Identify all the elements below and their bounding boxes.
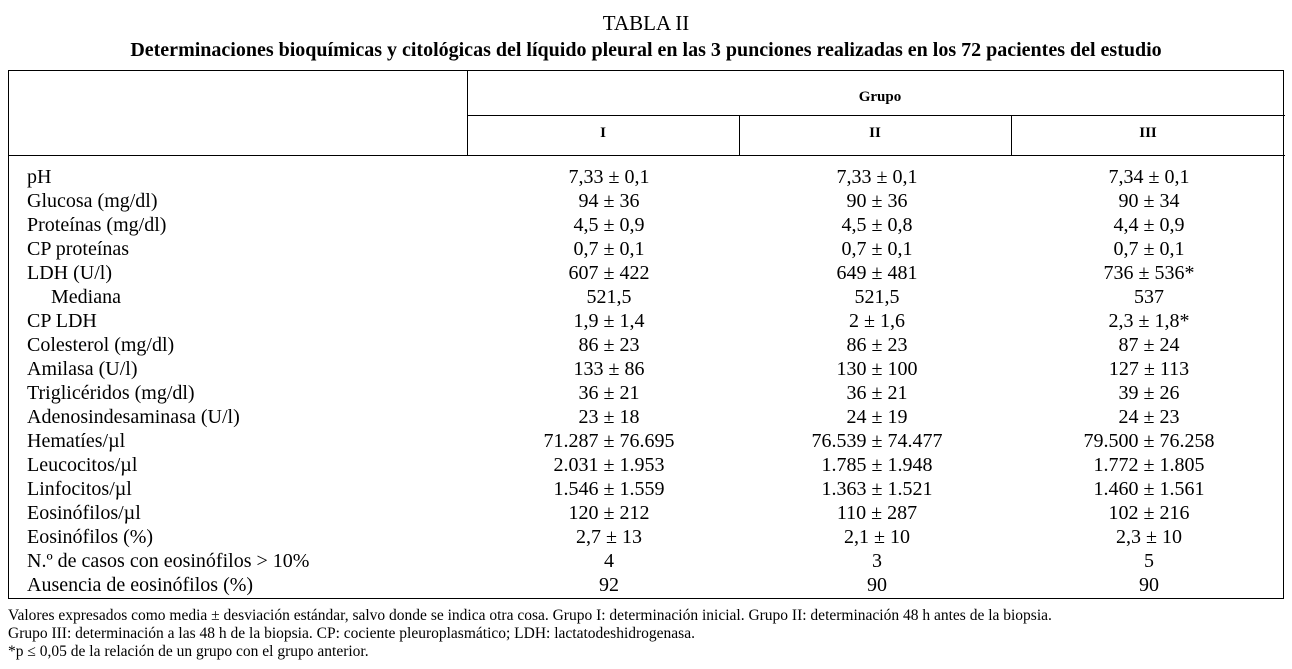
group-divider-line bbox=[467, 115, 1285, 116]
cell-group-3: 2,3 ± 1,8* bbox=[1108, 310, 1190, 332]
cell-group-1: 7,33 ± 0,1 bbox=[568, 166, 650, 188]
table-row bbox=[9, 357, 1285, 381]
row-label: Ausencia de eosinófilos (%) bbox=[27, 574, 254, 596]
cell-group-1: 4 bbox=[604, 550, 614, 572]
table-footnotes bbox=[8, 607, 1288, 661]
table-row bbox=[9, 429, 1285, 453]
table-row bbox=[9, 501, 1285, 525]
cell-group-1: 2,7 ± 13 bbox=[576, 526, 642, 548]
column-header-3: III bbox=[1139, 125, 1157, 141]
cell-group-1: 120 ± 212 bbox=[568, 502, 650, 524]
column-header-1: I bbox=[600, 125, 606, 141]
table-row bbox=[9, 333, 1285, 357]
cell-group-3: 2,3 ± 10 bbox=[1116, 526, 1182, 548]
row-label: Triglicéridos (mg/dl) bbox=[27, 382, 195, 404]
cell-group-2: 649 ± 481 bbox=[836, 262, 918, 284]
cell-group-1: 1,9 ± 1,4 bbox=[573, 310, 645, 332]
cell-group-2: 90 bbox=[867, 574, 887, 596]
cell-group-2: 110 ± 287 bbox=[836, 502, 918, 524]
cell-group-3: 7,34 ± 0,1 bbox=[1108, 166, 1190, 188]
cell-group-2: 24 ± 19 bbox=[846, 406, 908, 428]
table-row bbox=[9, 261, 1285, 285]
row-label: Colesterol (mg/dl) bbox=[27, 334, 175, 356]
table-row bbox=[9, 573, 1285, 597]
table-row bbox=[9, 453, 1285, 477]
row-label: Adenosindesaminasa (U/l) bbox=[27, 406, 240, 428]
table-row bbox=[9, 165, 1285, 189]
cell-group-3: 39 ± 26 bbox=[1118, 382, 1180, 404]
row-label: Eosinófilos/µl bbox=[27, 502, 141, 524]
cell-group-3: 0,7 ± 0,1 bbox=[1113, 238, 1185, 260]
cell-group-2: 521,5 bbox=[854, 286, 900, 308]
row-label: CP proteínas bbox=[27, 238, 130, 260]
cell-group-1: 607 ± 422 bbox=[568, 262, 650, 284]
table-row bbox=[9, 381, 1285, 405]
row-label: pH bbox=[27, 166, 52, 188]
row-label: Amilasa (U/l) bbox=[27, 358, 138, 380]
row-label: Proteínas (mg/dl) bbox=[27, 214, 167, 236]
cell-group-2: 0,7 ± 0,1 bbox=[841, 238, 913, 260]
table-title: TABLA II bbox=[602, 11, 690, 35]
table-row bbox=[9, 525, 1285, 549]
cell-group-1: 92 bbox=[599, 574, 619, 596]
row-label: Eosinófilos (%) bbox=[27, 526, 154, 548]
table-row bbox=[9, 309, 1285, 333]
row-label: Mediana bbox=[51, 286, 121, 308]
cell-group-3: 1.460 ± 1.561 bbox=[1093, 478, 1205, 500]
row-label: N.º de casos con eosinófilos > 10% bbox=[27, 550, 310, 572]
row-label: CP LDH bbox=[27, 310, 97, 332]
cell-group-2: 76.539 ± 74.477 bbox=[811, 430, 943, 452]
table-row bbox=[9, 477, 1285, 501]
cell-group-2: 36 ± 21 bbox=[846, 382, 908, 404]
table-subtitle: Determinaciones bioquímicas y citológicas del líquido pleural en las 3 punciones realizadas en los 72 pacientes del estudio bbox=[130, 39, 1162, 61]
table-row bbox=[9, 405, 1285, 429]
cell-group-2: 3 bbox=[872, 550, 882, 572]
footnote-line: *p ≤ 0,05 de la relación de un grupo con el grupo anterior. bbox=[8, 643, 369, 660]
row-label: Glucosa (mg/dl) bbox=[27, 190, 158, 212]
cell-group-1: 521,5 bbox=[586, 286, 632, 308]
row-label: Leucocitos/µl bbox=[27, 454, 138, 476]
row-label: Linfocitos/µl bbox=[27, 478, 132, 500]
cell-group-1: 36 ± 21 bbox=[578, 382, 640, 404]
table-row bbox=[9, 213, 1285, 237]
column-header-2: II bbox=[869, 125, 881, 141]
cell-group-1: 133 ± 86 bbox=[573, 358, 645, 380]
table-row bbox=[9, 285, 1285, 309]
cell-group-3: 1.772 ± 1.805 bbox=[1093, 454, 1205, 476]
cell-group-3: 5 bbox=[1144, 550, 1154, 572]
cell-group-2: 2 ± 1,6 bbox=[849, 310, 905, 332]
cell-group-1: 23 ± 18 bbox=[578, 406, 640, 428]
cell-group-3: 24 ± 23 bbox=[1118, 406, 1180, 428]
table-row bbox=[9, 237, 1285, 261]
footnote-line: Valores expresados como media ± desviación estándar, salvo donde se indica otra cosa. Grupo I: determinación inicial. Grupo II: determinación 48 h antes de la biopsia. bbox=[8, 607, 1052, 624]
cell-group-3: 4,4 ± 0,9 bbox=[1113, 214, 1185, 236]
cell-group-3: 90 bbox=[1139, 574, 1159, 596]
header-bottom-line bbox=[9, 155, 1285, 156]
cell-group-3: 127 ± 113 bbox=[1108, 358, 1190, 380]
cell-group-2: 1.363 ± 1.521 bbox=[821, 478, 933, 500]
cell-group-1: 86 ± 23 bbox=[578, 334, 640, 356]
cell-group-1: 4,5 ± 0,9 bbox=[573, 214, 645, 236]
cell-group-2: 7,33 ± 0,1 bbox=[836, 166, 918, 188]
cell-group-3: 537 bbox=[1134, 286, 1164, 308]
cell-group-1: 94 ± 36 bbox=[578, 190, 640, 212]
cell-group-3: 90 ± 34 bbox=[1118, 190, 1180, 212]
cell-group-2: 130 ± 100 bbox=[836, 358, 918, 380]
row-label: LDH (U/l) bbox=[27, 262, 112, 284]
table-row bbox=[9, 549, 1285, 573]
cell-group-2: 4,5 ± 0,8 bbox=[841, 214, 913, 236]
cell-group-3: 87 ± 24 bbox=[1118, 334, 1180, 356]
cell-group-1: 71.287 ± 76.695 bbox=[543, 430, 675, 452]
cell-group-1: 1.546 ± 1.559 bbox=[553, 478, 665, 500]
cell-group-1: 0,7 ± 0,1 bbox=[573, 238, 645, 260]
cell-group-3: 102 ± 216 bbox=[1108, 502, 1190, 524]
row-label: Hematíes/µl bbox=[27, 430, 126, 452]
cell-group-1: 2.031 ± 1.953 bbox=[553, 454, 665, 476]
cell-group-2: 1.785 ± 1.948 bbox=[821, 454, 933, 476]
table-row bbox=[9, 189, 1285, 213]
cell-group-3: 736 ± 536* bbox=[1103, 262, 1195, 284]
footnote-line: Grupo III: determinación a las 48 h de la biopsia. CP: cociente pleuroplasmático; LDH: lactatodeshidrogenasa. bbox=[8, 625, 695, 642]
table-body bbox=[9, 165, 1285, 597]
cell-group-2: 2,1 ± 10 bbox=[844, 526, 910, 548]
cell-group-2: 86 ± 23 bbox=[846, 334, 908, 356]
cell-group-2: 90 ± 36 bbox=[846, 190, 908, 212]
group-header: Grupo bbox=[858, 89, 902, 105]
cell-group-3: 79.500 ± 76.258 bbox=[1083, 430, 1215, 452]
data-table bbox=[8, 70, 1284, 599]
